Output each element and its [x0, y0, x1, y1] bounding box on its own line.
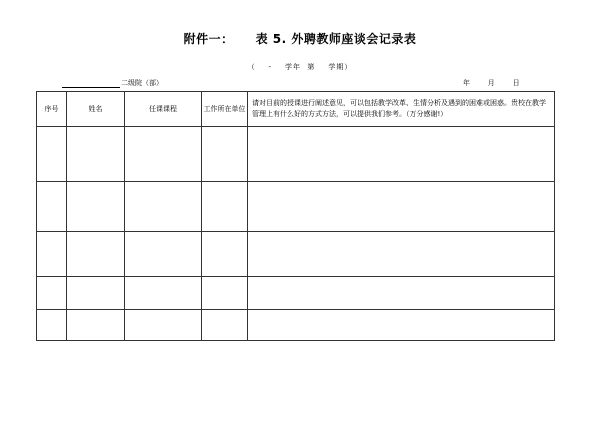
date-field: 年 月 日	[463, 79, 520, 87]
cell-course[interactable]	[125, 310, 202, 341]
column-header-name: 姓名	[67, 92, 125, 127]
cell-index[interactable]	[37, 182, 67, 232]
department-field	[62, 78, 163, 88]
cell-comments[interactable]	[248, 277, 555, 310]
column-header-comments: 请对目前的授课进行阐述意见，可以包括教学改革、生情分析及遇到的困难或困惑。贵校在教学管理上有什么好的方式方法，可以提供我们参考。（万分感谢!）	[248, 92, 555, 127]
cell-course[interactable]	[125, 182, 202, 232]
record-table	[36, 91, 555, 341]
department-label: 二级院（部）	[121, 79, 163, 87]
table-row	[37, 127, 555, 182]
table-row	[37, 182, 555, 232]
title-main: 表 5. 外聘教师座谈会记录表	[255, 32, 417, 46]
cell-name[interactable]	[67, 127, 125, 182]
cell-name[interactable]	[67, 310, 125, 341]
cell-comments[interactable]	[248, 182, 555, 232]
page-title	[0, 30, 600, 47]
cell-course[interactable]	[125, 127, 202, 182]
cell-comments[interactable]	[248, 310, 555, 341]
table-row	[37, 232, 555, 277]
table-row	[37, 277, 555, 310]
cell-course[interactable]	[125, 232, 202, 277]
cell-index[interactable]	[37, 277, 67, 310]
cell-index[interactable]	[37, 310, 67, 341]
title-prefix: 附件一：	[183, 32, 234, 46]
cell-employer[interactable]	[202, 277, 248, 310]
column-header-index: 序号	[37, 92, 67, 127]
cell-employer[interactable]	[202, 310, 248, 341]
cell-course[interactable]	[125, 277, 202, 310]
cell-name[interactable]	[67, 277, 125, 310]
cell-index[interactable]	[37, 232, 67, 277]
column-header-course: 任课课程	[125, 92, 202, 127]
cell-comments[interactable]	[248, 127, 555, 182]
cell-name[interactable]	[67, 232, 125, 277]
cell-employer[interactable]	[202, 232, 248, 277]
cell-index[interactable]	[37, 127, 67, 182]
department-blank-line	[62, 79, 120, 88]
academic-term-line: （ - 学年 第 学期）	[247, 63, 353, 71]
cell-name[interactable]	[67, 182, 125, 232]
cell-comments[interactable]	[248, 232, 555, 277]
table-row	[37, 310, 555, 341]
cell-employer[interactable]	[202, 182, 248, 232]
table-header-row	[37, 92, 555, 127]
column-header-employer: 工作所在单位	[202, 92, 248, 127]
cell-employer[interactable]	[202, 127, 248, 182]
